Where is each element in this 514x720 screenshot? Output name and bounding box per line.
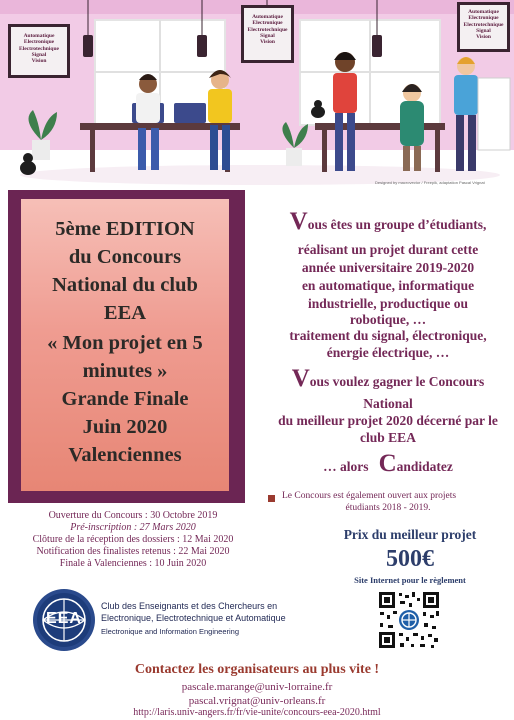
club-name-line: Electronique and Information Engineering: [101, 627, 240, 636]
drop-cap: V: [289, 208, 308, 235]
frame-line: Electronique: [252, 20, 283, 27]
prize-title: Prix du meilleur projet: [343, 527, 477, 542]
date-line: Finale à Valenciennes : 10 Juin 2020: [59, 558, 207, 569]
intro-first-text: ous êtes un groupe d’étudiants,: [307, 217, 487, 232]
frame-line: Electronique: [468, 15, 499, 22]
frame-line: Automatique: [23, 33, 55, 39]
qr-code[interactable]: [376, 589, 442, 651]
wall-frame-center: [241, 5, 294, 63]
panel-title-line: minutes »: [82, 360, 168, 382]
drop-cap: C: [378, 450, 397, 477]
panel-title-line: EEA: [103, 302, 147, 324]
date-line: Ouverture du Concours : 30 Octobre 2019: [48, 510, 218, 521]
frame-line: Automatique: [252, 14, 283, 20]
intro-line: traitement du signal, électronique,: [289, 328, 487, 343]
contact-heading: Contactez les organisateurs au plus vite !: [134, 662, 380, 677]
intro-line: industrielle, productique ou: [308, 296, 468, 311]
frame-line: Signal: [260, 32, 275, 39]
frame-line: Vision: [31, 58, 47, 65]
qr-code-icon: [376, 589, 442, 651]
win-first-line: [262, 365, 514, 393]
intro-line: réalisant un projet durant cette: [297, 242, 479, 257]
drop-cap: V: [291, 365, 310, 392]
intro-line: énergie électrique, …: [326, 345, 450, 360]
win-line: club EEA: [360, 430, 416, 445]
eea-logo: [32, 588, 96, 652]
frame-line: Vision: [260, 39, 275, 46]
frame-line: Signal: [476, 27, 491, 34]
frame-line: Electronique: [23, 39, 55, 46]
club-name-line: Electronique, Electrotechnique et Automatique: [101, 613, 286, 623]
win-line: du meilleur projet 2020 décerné par le: [278, 413, 498, 428]
panel-title-line: Juin 2020: [82, 416, 168, 438]
contact-email-1[interactable]: pascale.marange@univ-lorraine.fr: [181, 681, 333, 693]
intro-line: année universitaire 2019-2020: [301, 260, 475, 275]
contact-email-2[interactable]: pascal.vrignat@univ-orleans.fr: [188, 695, 326, 707]
eea-logo-text: EEA: [46, 610, 82, 627]
panel-title-line: Grande Finale: [61, 388, 189, 410]
club-name-line: Club des Enseignants et des Chercheurs en: [101, 601, 278, 611]
frame-line: Signal: [31, 51, 47, 58]
date-line: Pré-inscription : 27 Mars 2020: [70, 522, 196, 533]
contest-url-link[interactable]: http://laris.univ-angers.fr/fr/vie-unite/concours-eea-2020.html: [133, 707, 381, 718]
frame-line: Electrotechnique: [463, 21, 504, 28]
panel-title-line: 5ème EDITION: [55, 218, 195, 240]
prize-amount: 500€: [386, 546, 434, 572]
panel-title-line: National du club: [52, 274, 198, 296]
intro-line: en automatique, informatique: [301, 278, 475, 293]
frame-line: Vision: [476, 34, 491, 41]
apply-prefix: … alors: [323, 459, 369, 474]
illustration-credit: Designed by macrovector / Freepik, adaptation Pascal Vrignat: [375, 180, 485, 185]
note-line: Le Concours est également ouvert aux projets: [282, 491, 457, 501]
panel-title-line: Valenciennes: [68, 444, 182, 466]
win-line: National: [363, 396, 413, 411]
apply-line: [262, 450, 514, 478]
intro-first-line: [262, 208, 514, 236]
intro-line: robotique, …: [349, 312, 427, 327]
apply-rest: andidatez: [396, 459, 453, 474]
bullet-square: [268, 495, 275, 502]
note-line: étudiants 2018 - 2019.: [345, 503, 431, 513]
frame-line: Electrotechnique: [19, 45, 59, 52]
wall-frame-right: [457, 2, 510, 52]
hero-illustration: [0, 0, 514, 195]
panel-title-line: « Mon projet en 5: [47, 332, 203, 354]
wall-frame-left: [8, 24, 70, 78]
prize-subtitle: Site Internet pour le règlement: [354, 575, 466, 585]
frame-line: Electrotechnique: [247, 26, 288, 33]
date-line: Notification des finalistes retenus : 22 Mai 2020: [36, 546, 230, 557]
panel-title-line: du Concours: [68, 246, 182, 268]
date-line: Clôture de la réception des dossiers : 12 Mai 2020: [32, 534, 234, 545]
frame-line: Automatique: [468, 9, 499, 15]
win-first-text: ous voulez gagner le Concours: [309, 374, 485, 389]
